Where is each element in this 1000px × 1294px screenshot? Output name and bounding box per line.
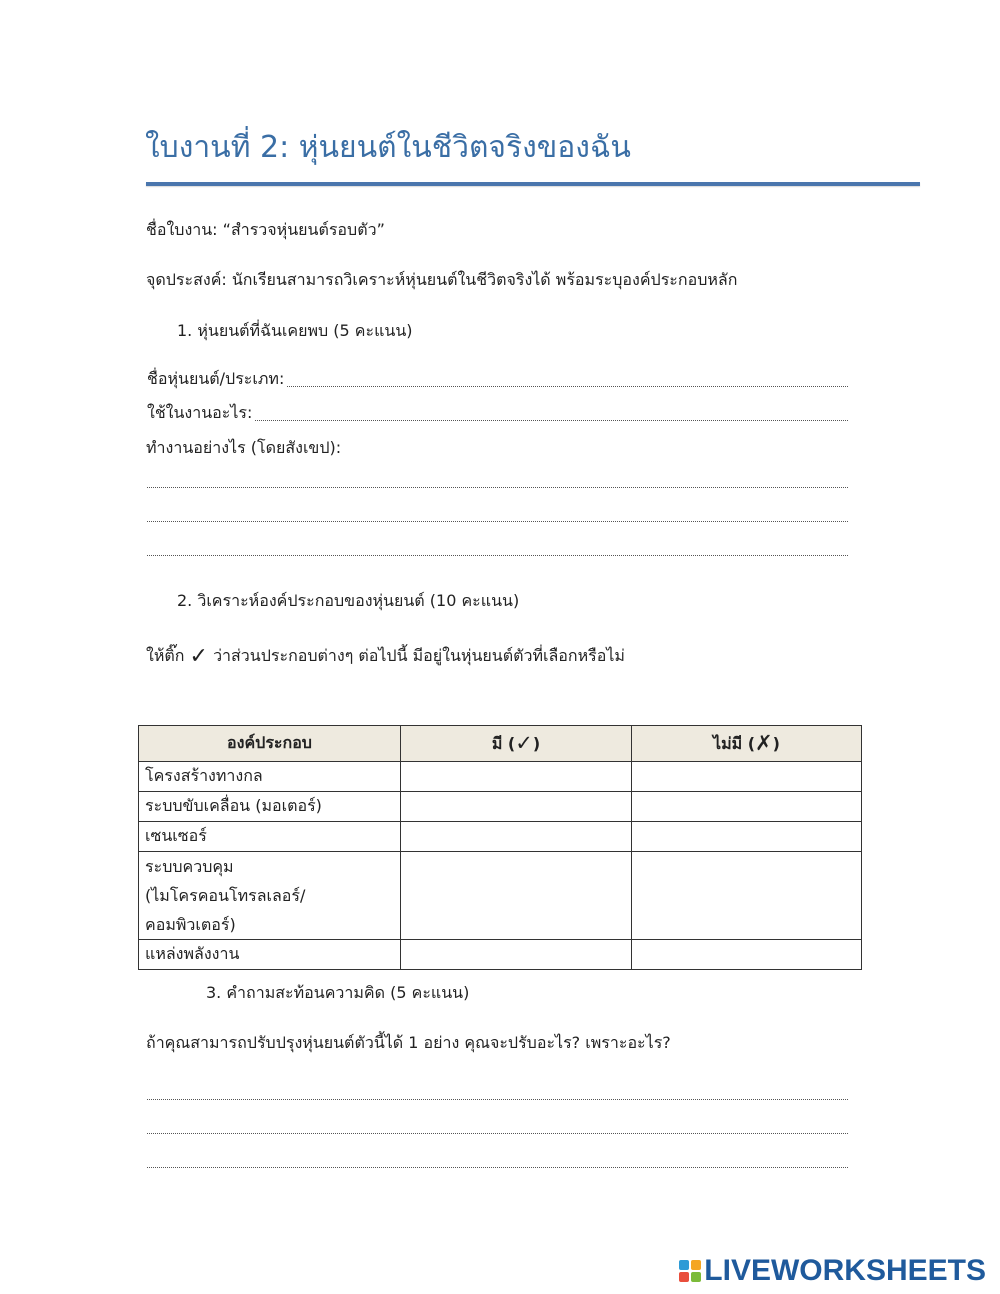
section2-instruction	[146, 645, 625, 668]
component-label-line1: ระบบควบคุม	[145, 857, 234, 876]
no-cell[interactable]	[632, 792, 862, 822]
section2-heading: 2. วิเคราะห์องค์ประกอบของหุ่นยนต์ (10 คะแนน)	[177, 591, 520, 610]
component-label-line2: (ไมโครคอนโทรลเลอร์/คอมพิวเตอร์)	[145, 886, 306, 934]
header-yes-close: )	[532, 733, 541, 753]
table-row	[139, 940, 862, 970]
answer-input-line-2[interactable]	[147, 1133, 848, 1134]
robot-name-label: ชื่อหุ่นยนต์/ประเภท:	[147, 369, 285, 388]
components-table	[138, 725, 862, 970]
yes-cell[interactable]	[401, 792, 632, 822]
logo-square	[679, 1260, 689, 1270]
robot-use-input[interactable]	[255, 419, 848, 421]
header-no-close: )	[772, 733, 780, 753]
robot-name-input[interactable]	[287, 385, 848, 387]
component-label: แหล่งพลังงาน	[139, 940, 401, 970]
answer-input-line-1[interactable]	[147, 1099, 848, 1100]
objective: จุดประสงค์: นักเรียนสามารถวิเคราะห์หุ่นยนต์ในชีวิตจริงได้ พร้อมระบุองค์ประกอบหลัก	[146, 270, 738, 289]
brand-name: LIVEWORKSHEETS	[704, 1254, 986, 1287]
header-yes	[401, 726, 632, 762]
robot-how-input-line-3[interactable]	[147, 555, 848, 556]
yes-cell[interactable]	[401, 852, 632, 940]
header-no	[632, 726, 862, 762]
no-cell[interactable]	[632, 940, 862, 970]
table-header-row	[139, 726, 862, 762]
robot-how-input-line-2[interactable]	[147, 521, 848, 522]
component-label: ระบบขับเคลื่อน (มอเตอร์)	[139, 792, 401, 822]
check-icon: ✓	[189, 644, 208, 669]
header-component: องค์ประกอบ	[139, 726, 401, 762]
no-cell[interactable]	[632, 852, 862, 940]
robot-use-field[interactable]	[147, 404, 848, 426]
robot-how-input-line-1[interactable]	[147, 487, 848, 488]
section3-question: ถ้าคุณสามารถปรับปรุงหุ่นยนต์ตัวนี้ได้ 1 อย่าง คุณจะปรับอะไร? เพราะอะไร?	[146, 1033, 671, 1052]
robot-name-field[interactable]	[147, 370, 848, 392]
yes-cell[interactable]	[401, 940, 632, 970]
worksheet-name: ชื่อใบงาน: “สำรวจหุ่นยนต์รอบตัว”	[146, 220, 385, 239]
page-title: ใบงานที่ 2: หุ่นยนต์ในชีวิตจริงของฉัน	[145, 130, 631, 165]
table-row	[139, 852, 862, 940]
section3-heading: 3. คำถามสะท้อนความคิด (5 คะแนน)	[206, 983, 470, 1002]
no-cell[interactable]	[632, 822, 862, 852]
liveworksheets-brand[interactable]	[679, 1254, 986, 1288]
header-no-label: ไม่มี (	[713, 733, 756, 753]
header-yes-label: มี (	[491, 733, 516, 753]
table-row	[139, 762, 862, 792]
liveworksheets-logo-icon	[679, 1260, 701, 1282]
component-label: เซนเซอร์	[139, 822, 401, 852]
yes-cell[interactable]	[401, 822, 632, 852]
no-cell[interactable]	[632, 762, 862, 792]
component-label	[139, 852, 401, 940]
check-icon: ✓	[515, 730, 533, 755]
section1-heading: 1. หุ่นยนต์ที่ฉันเคยพบ (5 คะแนน)	[177, 321, 413, 340]
cross-icon: ✗	[755, 730, 773, 755]
table-row	[139, 792, 862, 822]
component-label: โครงสร้างทางกล	[139, 762, 401, 792]
logo-square	[679, 1272, 689, 1282]
robot-how-label: ทำงานอย่างไร (โดยสังเขป):	[146, 438, 342, 457]
logo-square	[691, 1272, 701, 1282]
table-row	[139, 822, 862, 852]
robot-use-label: ใช้ในงานอะไร:	[147, 403, 253, 422]
yes-cell[interactable]	[401, 762, 632, 792]
logo-square	[691, 1260, 701, 1270]
title-underline	[146, 182, 920, 186]
instruction-post: ว่าส่วนประกอบต่างๆ ต่อไปนี้ มีอยู่ในหุ่นยนต์ตัวที่เลือกหรือไม่	[213, 646, 625, 665]
answer-input-line-3[interactable]	[147, 1167, 848, 1168]
instruction-pre: ให้ติ๊ก	[146, 646, 185, 665]
